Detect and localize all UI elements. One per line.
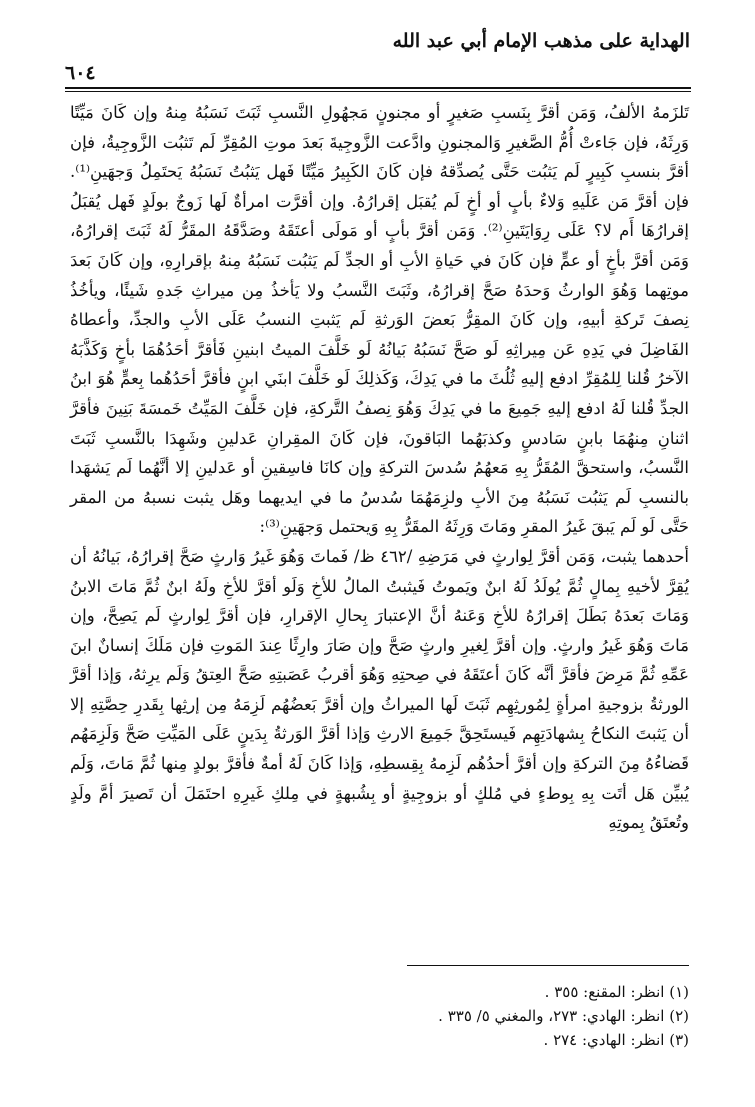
footnote: (٣) انظر: الهادي: ٢٧٤ . (543, 1031, 689, 1049)
page-number: ٦٠٤ (65, 62, 96, 84)
paragraph: أحدهما يثبت، وَمَن أقرَّ لِوارثٍ في مَرَضِهِ /٤٦٢ ظ/ فَماتَ وَهُوَ غَيرُ وَارثٍ صَحَّ إقرارُهُ، بَيانُهُ أن يُقِرَّ لأخيهِ بِمالٍ ثُمَّ يُولَدُ لَهُ ابنٌ ويَموتُ فَيثبتُ المالُ للأخِ وَلَو أقرَّ للأخِ ولَهُ ابنٌ ثُمَّ مَاتَ الابنُ وَمَاتَ بَعدَهُ بَطَلَ إقرارُهُ للأخِ وَعَنهُ أنَّ الإعتبارَ بِحالِ الإقرارِ، فإن أقرَّ لِوارثٍ لَم يَصِحَّ، وإن مَاتَ وَهُوَ غَيرُ وارثٍ. وإن أقرَّ لِغيرِ وارثٍ صَحَّ وإن صَارَ وارِثًا عِندَ المَوتِ فإن مَلَكَ إنسانٌ ابنَ عَمِّهِ ثُمَّ مَرِضَ فأقرَّ أنَّه كَانَ أعتَقَهُ في صِحتِهِ وَهُوَ أقربُ عَصَبتِهِ صَحَّ العِتقُ وَلَم يرِثهُ، وَإذا أقرَّ الورثةُ بزوجيةِ امرأةٍ لِمُورثِهِم ثَبَتَ لَها الميراثُ وإن أقرَّ بَعضُهُم لَزِمَهُ مِن إرثِها بِقَدرِ حِصَّتِهِ إلا أن يَثبتَ النكاحُ بِشهادَتِهِم فَيستَحِقَّ جَمِيعَ الارثِ وَإذا أقرَّ الوَرثةُ بِدَينٍ عَلَى المَيِّتِ صَحَّ وَلَزِمَهُم قَضاءُهُ مِنَ التركةِ وإن أقرَّ أحدُهُم لَزِمهُ بِقِسطِهِ، وَإذا كَانَ لَهُ أمةٌ فأقرَّ بولدٍ مِنها ثُمَّ مَاتَ، وَلَم يُبيِّن هَل أتَت بِهِ بِوطءٍ في مُلكٍ أو بزوجِيةٍ أو بِشُبهةٍ في مِلكِ غَيرِهِ احتَمَلَ أن تَصيرَ أمَّ ولَدٍ وتُعتَقُ بِموتِهِ (70, 546, 689, 833)
main-text (70, 98, 689, 838)
running-title: الهداية على مذهب الإمام أبي عبد الله (392, 30, 690, 52)
paragraph: تَلزَمهُ الألفُ، وَمَن أقرَّ بِنَسبِ صَغيرٍ أو مجنونٍ مَجهُولِ النَّسبِ ثَبَتَ نَسَبُهُ مِنهُ وإن كَانَ مَيِّتًا وَرِثَهُ، فإن جَاءتْ أُمُّ الصَّغيرِ وَالمجنونِ وادَّعت الزَّوجِيةَ بَعدَ موتِ المُقِرِّ لَم تَثبُت الزَّوجِيةُ، فإن أقرَّ بنسبِ كَبِيرٍ لَم يَثبُت حَتَّى يُصدِّقهُ فإن كَانَ الكَبِيرُ مَيِّتًا فَهل يَثبُتُ نَسَبُهُ يَحتَمِلُ وَجهَينِ⁽¹⁾. فإن أقرَّ مَن عَلَيهِ وَلاءٌ بأبٍ أو أخٍ لَم يُقبَل إقرارُهُ. وإن أقرَّت امرأةٌ لَها زَوجٌ بولَدٍ فَهل يُقبَلُ إقرارُهَا أَم لا؟ عَلَى رِوَايَتَينِ⁽²⁾. وَمَن أقرَّ بأبٍ أو مَولَى أعتَقَهُ وصَدَّقَهُ المقَرُّ لَهُ ثَبَتَ إقرارُهُ، وَمَن أقرَّ بأخٍ أو عمٍّ فإن كَانَ في حَياةِ الأبِ أو الجدِّ لَم يَثبُت نَسَبُهُ مِنهُ بإقرارِهِ، وإن كَانَ بَعدَ موتِهما وَهُوَ الوارثُ وَحدَهُ صَحَّ إقرارُهُ، وثَبَتَ النَّسبُ ولا يَأخذُ مِن ميراثِ جَدهِ شَيئًا، ويأخُذُ نِصفَ تَركةِ أبيهِ، وإن كَانَ المقِرُّ بَعضَ الوَرثةِ لَم يَثبتِ النسبُ عَلَى الأبِ والجدِّ، وأعطاهُ الفَاضِلَ في يَدِهِ عَن مِيراثِهِ لَو صَحَّ نَسَبُهُ بَيانُهُ لَو خَلَّفَ الميتُ ابنينِ فَأقرَّ أحَدُهُمَا بأخٍ وَكَذَّبَهُ الآخرُ قُلنا لِلمُقِرِّ ادفع إليهِ ثُلُثَ ما في يَدِكَ، وَكَذلِكَ لَو خَلَّفَ ابنَي ابنٍ فأقرَّ أحَدُهُما بِعمٍّ هُوَ ابنُ الجدِّ قُلنا لَهُ ادفع إليهِ جَمِيعَ ما في يَدِكَ وَهُوَ نِصفُ التَّركةِ، فإن خَلَّفَ المَيِّتُ خَمسَةَ بَنِينَ فأقرَّ اثنانِ مِنهُمَا بابنٍ سَادسٍ وكذبَهُما البَاقونَ، فإن كَانَ المقِرانِ عَدلينِ وشَهِدَا بالنَّسبِ ثَبَتَ النَّسبُ، واستحقَّ المُقَرُّ بِهِ مَعهُمُ سُدسَ التركةِ وإن كانَا فاسِقينِ أو عَدلينِ إلا أنَّهُما لَم يَشهَدا بالنسبِ لَم يَثبُت نَسَبُهُ مِنَ الأبِ ولزِمَهُمَا سُدسُ ما في ايديهما وهَل يثبت نسبهُ من المقر حَتَّى لَو لَم يَبقَ غَيرُ المقرِ ومَاتَ وَرِثَهُ المقَرُّ بِهِ وَيحتمل وَجهَينِ⁽³⁾: (70, 103, 689, 537)
footnote-separator (407, 965, 689, 966)
header-rule-thin (65, 91, 691, 92)
footnote: (١) انظر: المقنع: ٣٥٥ . (544, 983, 689, 1001)
header-rule (65, 87, 691, 89)
footnote: (٢) انظر: الهادي: ٢٧٣، والمغني ٥/ ٣٣٥ . (438, 1007, 689, 1025)
footnotes (300, 980, 689, 1052)
